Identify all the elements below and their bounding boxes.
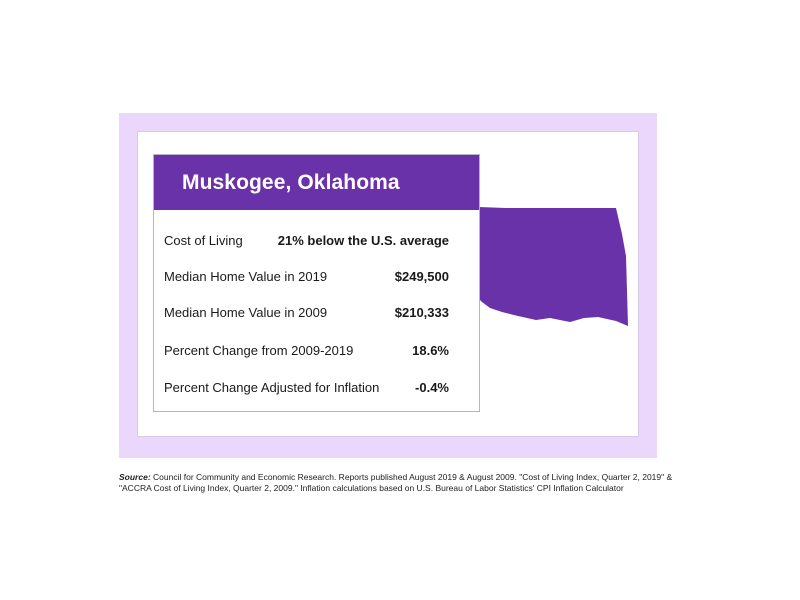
source-footnote: [119, 472, 679, 494]
row-value: 21% below the U.S. average: [277, 233, 449, 248]
row-label: Cost of Living: [164, 233, 243, 248]
row-value: $210,333: [394, 305, 449, 320]
row-median-home-value-2009: [164, 305, 449, 320]
row-value: 18.6%: [412, 343, 449, 358]
info-card: [153, 154, 480, 412]
row-label: Percent Change Adjusted for Inflation: [164, 380, 380, 395]
row-percent-change-inflation: [164, 380, 449, 395]
row-label: Median Home Value in 2019: [164, 269, 328, 284]
source-text: Council for Community and Economic Research. Reports published August 2019 & August 2009. "Cost of Living Index, Quarter 2, 2019" & "ACCRA Cost of Living Index, Quarter 2, 2009." Inflation calculations based on U.S. Bureau of Labor Statistics' CPI Inflation Calculator: [119, 472, 673, 493]
row-value: $249,500: [394, 269, 449, 284]
card-title: Muskogee, Oklahoma: [182, 170, 400, 194]
row-label: Median Home Value in 2009: [164, 305, 328, 320]
row-percent-change: [164, 343, 449, 358]
row-median-home-value-2019: [164, 269, 449, 284]
card-header: [154, 155, 479, 210]
row-cost-of-living: [164, 233, 449, 248]
row-value: -0.4%: [415, 380, 449, 395]
source-label: Source:: [119, 472, 151, 482]
row-label: Percent Change from 2009-2019: [164, 343, 354, 358]
